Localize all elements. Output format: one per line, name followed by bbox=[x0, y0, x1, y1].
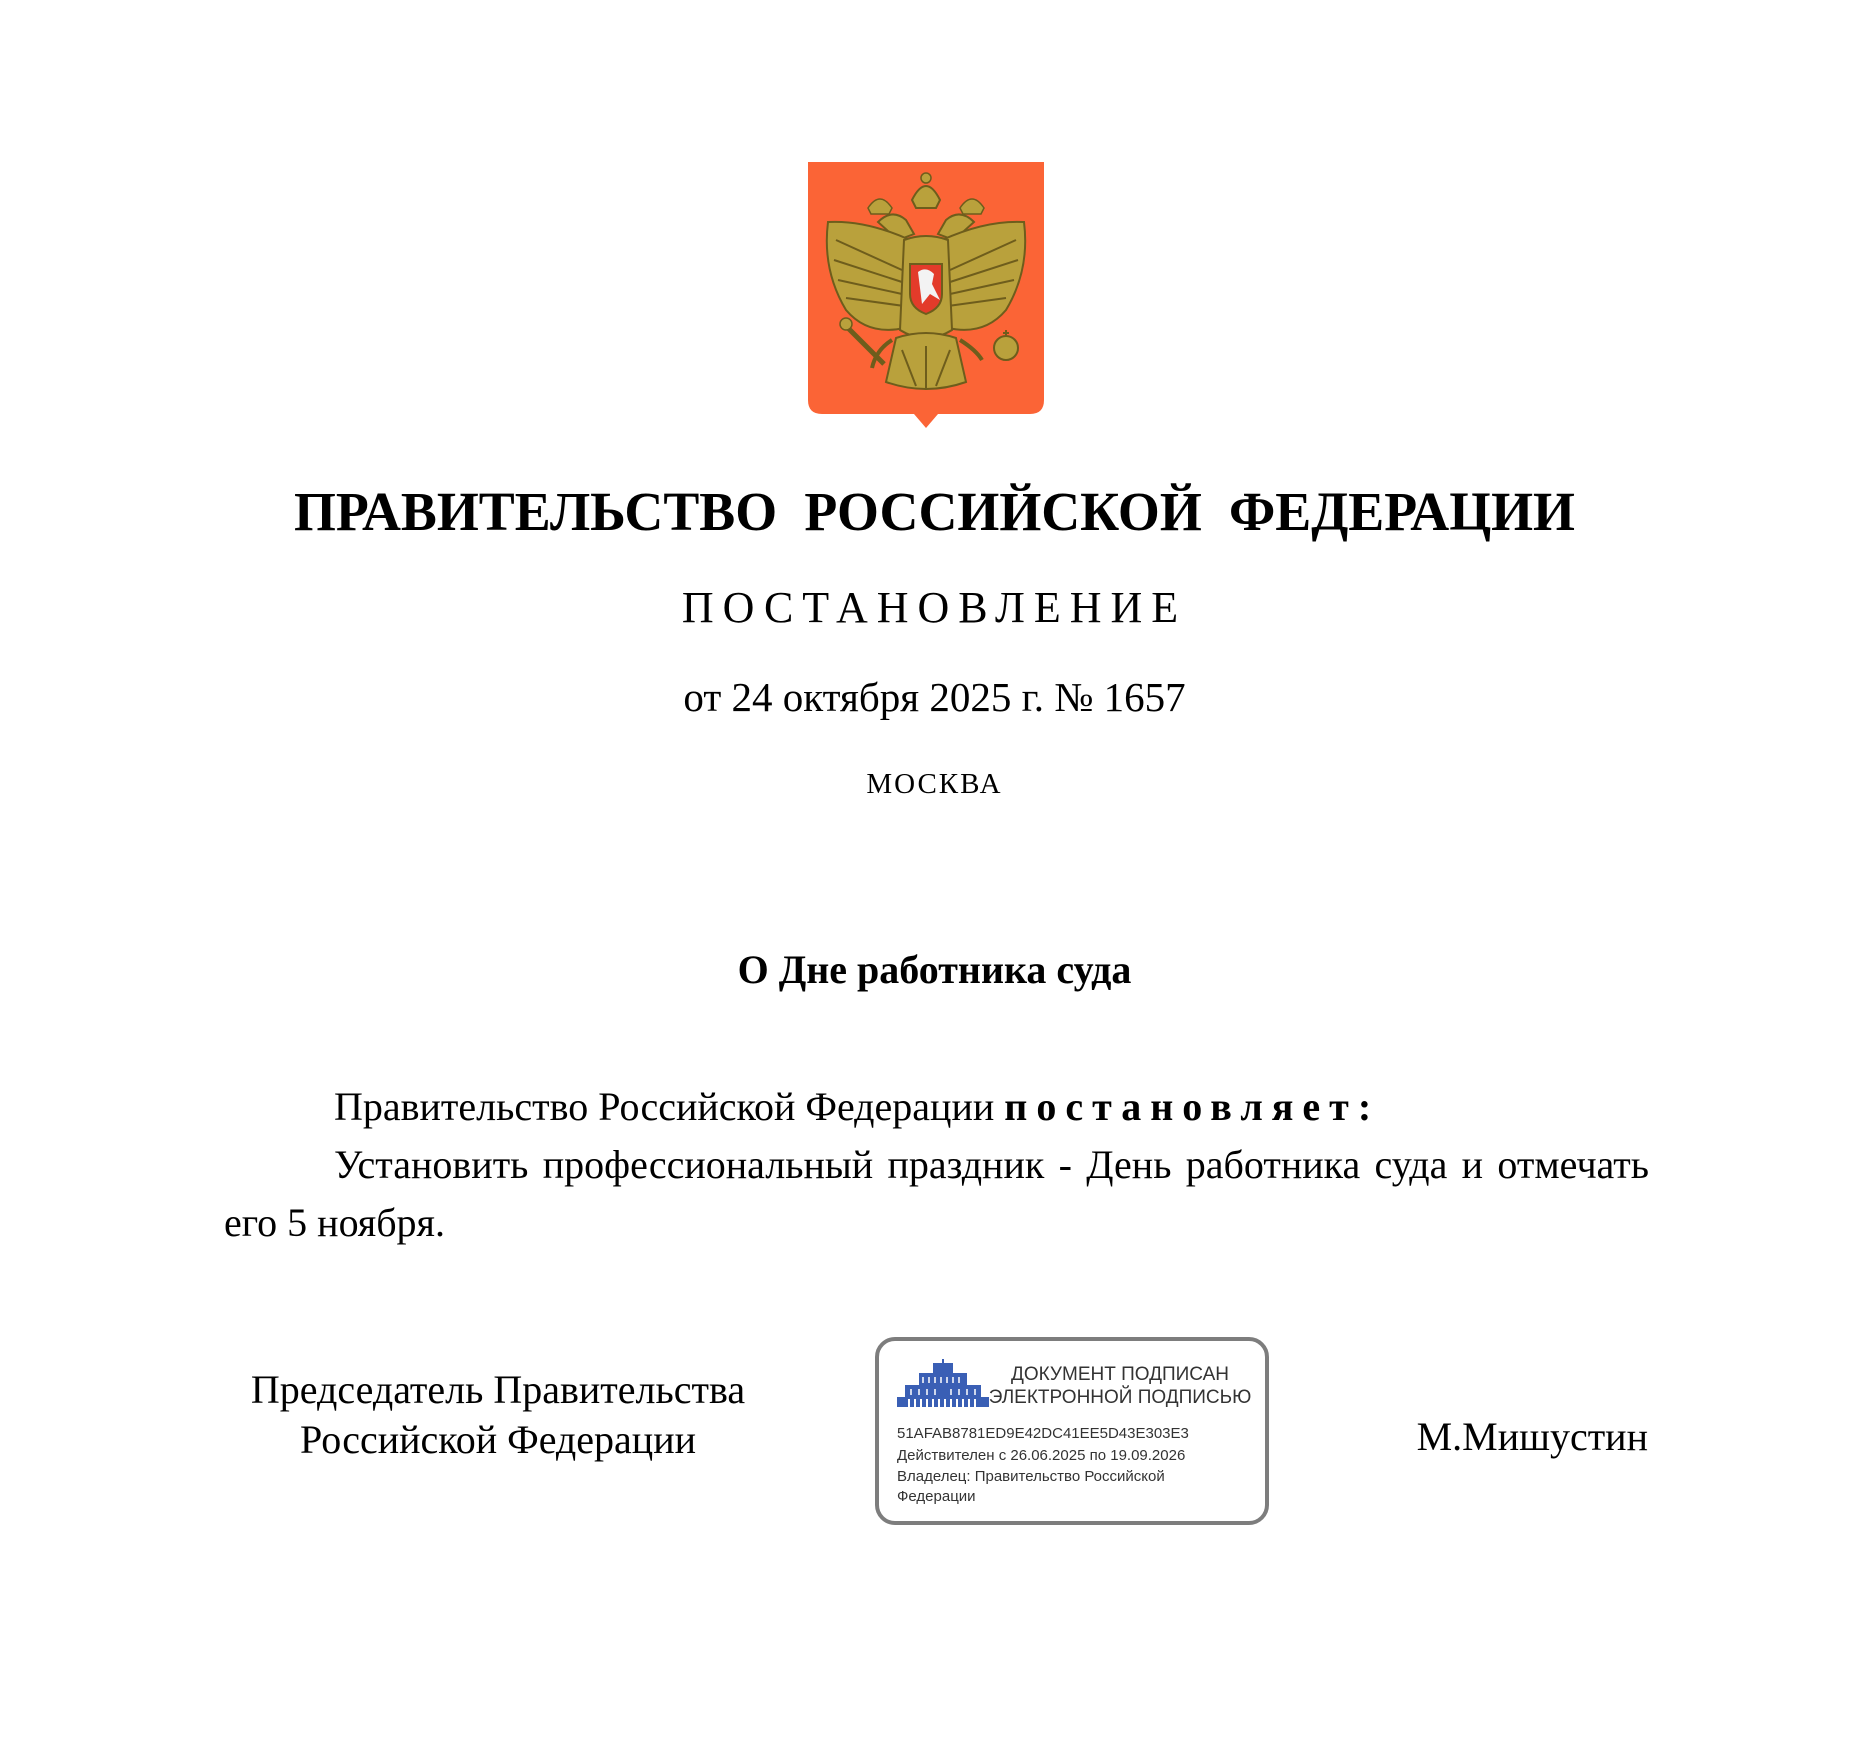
document-city: МОСКВА bbox=[866, 768, 1003, 800]
stamp-title-line2: ЭЛЕКТРОННОЙ ПОДПИСЬЮ bbox=[988, 1387, 1252, 1408]
coat-of-arms-icon bbox=[806, 160, 1046, 430]
document-date-number: от 24 октября 2025 г. № 1657 bbox=[683, 674, 1186, 720]
body-paragraph-decree bbox=[224, 1078, 1649, 1136]
decree-word: постановляет: bbox=[1004, 1084, 1381, 1129]
document-body bbox=[224, 1078, 1649, 1252]
stamp-title-line1: ДОКУМЕНТ ПОДПИСАН bbox=[1011, 1364, 1229, 1385]
stamp-owner: Владелец: Правительство Российской Федерации bbox=[897, 1468, 1165, 1505]
document-subject: О Дне работника суда bbox=[737, 947, 1132, 992]
decree-lead: Правительство Российской Федерации bbox=[334, 1084, 1005, 1129]
signatory-name: М.Мишустин bbox=[1416, 1414, 1648, 1459]
stamp-certificate: 51AFAB8781ED9E42DC41EE5D43E303E3 bbox=[897, 1425, 1189, 1442]
stamp-validity: Действителен с 26.06.2025 по 19.09.2026 bbox=[897, 1447, 1186, 1464]
signatory-position-line2: Российской Федерации bbox=[299, 1417, 697, 1462]
body-paragraph-resolution: Установить профессиональный праздник - День работника суда и отмечать его 5 ноября. bbox=[224, 1142, 1649, 1245]
electronic-signature-stamp bbox=[875, 1337, 1269, 1525]
signatory-position bbox=[224, 1365, 772, 1465]
government-building-icon bbox=[895, 1359, 991, 1409]
government-title: ПРАВИТЕЛЬСТВО РОССИЙСКОЙ ФЕДЕРАЦИИ bbox=[294, 481, 1575, 542]
signatory-position-line1: Председатель Правительства bbox=[250, 1367, 746, 1412]
stamp-title bbox=[979, 1363, 1261, 1409]
document-type: ПОСТАНОВЛЕНИЕ bbox=[681, 583, 1188, 632]
